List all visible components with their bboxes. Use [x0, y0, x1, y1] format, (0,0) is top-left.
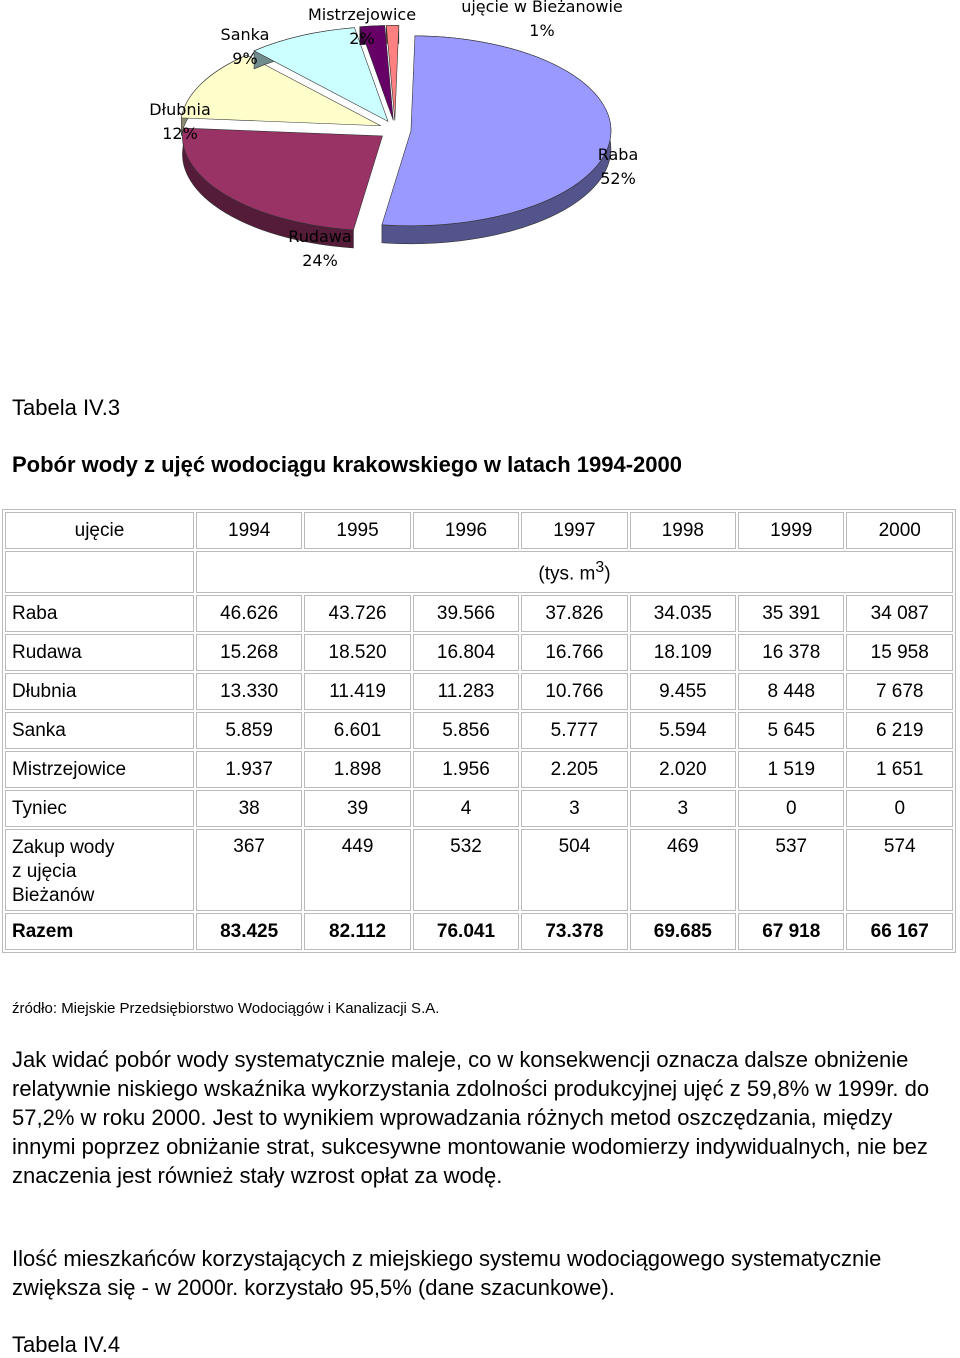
pie-label-name: Raba [597, 145, 639, 164]
table-cell: 1.898 [304, 751, 410, 788]
pie-label-name: Dłubnia [149, 100, 211, 119]
table-cell: 2.020 [630, 751, 736, 788]
table-cell: 469 [630, 829, 736, 911]
table-cell: 18.109 [630, 634, 736, 671]
table-cell: 5 645 [738, 712, 844, 749]
pie-label-name: Mistrzejowice [307, 5, 417, 24]
table-cell: 10.766 [521, 673, 627, 710]
table-cell: 5.594 [630, 712, 736, 749]
table-cell: 34.035 [630, 595, 736, 632]
row-label: Dłubnia [5, 673, 194, 710]
header-row [5, 512, 953, 549]
pie-label-name: Rudawa [288, 227, 352, 246]
pie-label-name: Sanka [220, 25, 270, 44]
pie-label-value: 24% [302, 251, 338, 270]
row-label: Mistrzejowice [5, 751, 194, 788]
table-cell: 16.804 [413, 634, 519, 671]
header-cell: 1998 [630, 512, 736, 549]
table-cell: 15 958 [846, 634, 953, 671]
table-row [5, 712, 953, 749]
table-row [5, 790, 953, 827]
table-cell: 11.283 [413, 673, 519, 710]
unit-close: ) [604, 563, 611, 585]
table-cell: 1 651 [846, 751, 953, 788]
table-row [5, 595, 953, 632]
table-row [5, 829, 953, 911]
paragraph: Jak widać pobór wody systematycznie maleje, co w konsekwencji oznacza dalsze obniżenie relatywnie niskiego wskaźnika wykorzystania zdolności produkcyjnej ujęć z 59,8% w 1999r. do 57,2% w roku 2000. Jest to wynikiem wprowadzania różnych metod oszczędzania, między innymi poprzez obniżanie strat, sukcesywne montowanie wodomierzy indywidualnych, nie bez znaczenia jest również stały wzrost opłat za wodę. [12, 1047, 930, 1188]
table-cell: 35 391 [738, 595, 844, 632]
table-cell: 69.685 [630, 913, 736, 950]
table-cell: 3 [630, 790, 736, 827]
pie-chart [130, 0, 650, 285]
table-cell: 83.425 [196, 913, 302, 950]
empty-cell [5, 551, 194, 593]
total-row [5, 913, 953, 950]
table-cell: 1 519 [738, 751, 844, 788]
pie-label-name: ujęcie w Bieżanowie [461, 0, 623, 16]
table-cell: 16.766 [521, 634, 627, 671]
table-row [5, 634, 953, 671]
next-table-caption: Tabela IV.4 [12, 1332, 121, 1357]
table-cell: 4 [413, 790, 519, 827]
header-cell: 1994 [196, 512, 302, 549]
table-cell: 6 219 [846, 712, 953, 749]
table-cell: 3 [521, 790, 627, 827]
row-label: Sanka [5, 712, 194, 749]
table-cell: 2.205 [521, 751, 627, 788]
table-cell: 1.937 [196, 751, 302, 788]
table-cell: 537 [738, 829, 844, 911]
paragraph: Ilość mieszkańców korzystających z miejskiego systemu wodociągowego systematycznie zwiększa się - w 2000r. korzystało 95,5% (dane szacunkowe). [12, 1246, 882, 1300]
table-cell: 0 [846, 790, 953, 827]
table-cell: 1.956 [413, 751, 519, 788]
unit-row [5, 551, 953, 593]
table-cell: 8 448 [738, 673, 844, 710]
header-cell: ujęcie [5, 512, 194, 549]
row-label [5, 829, 194, 911]
table-cell: 9.455 [630, 673, 736, 710]
table-cell: 504 [521, 829, 627, 911]
table-caption: Tabela IV.3 [12, 395, 121, 420]
table-cell: 16 378 [738, 634, 844, 671]
data-table [2, 509, 956, 953]
unit-cell [196, 551, 953, 593]
unit-label: (tys. m [538, 563, 596, 585]
table-cell: 66 167 [846, 913, 953, 950]
table-cell: 0 [738, 790, 844, 827]
header-cell: 1995 [304, 512, 410, 549]
table-cell: 38 [196, 790, 302, 827]
header-cell: 1997 [521, 512, 627, 549]
table-cell: 76.041 [413, 913, 519, 950]
table-cell: 34 087 [846, 595, 953, 632]
row-label: Rudawa [5, 634, 194, 671]
table-cell: 449 [304, 829, 410, 911]
table-cell: 39 [304, 790, 410, 827]
table-cell: 18.520 [304, 634, 410, 671]
table-cell: 5.859 [196, 712, 302, 749]
pie-label-value: 1% [529, 21, 555, 40]
table-cell: 46.626 [196, 595, 302, 632]
source-note: źródło: Miejskie Przedsiębiorstwo Wodociągów i Kanalizacji S.A. [12, 1000, 440, 1017]
header-cell: 1999 [738, 512, 844, 549]
row-label: Raba [5, 595, 194, 632]
table-cell: 367 [196, 829, 302, 911]
row-label-line: z ujęcia [12, 861, 77, 882]
header-cell: 1996 [413, 512, 519, 549]
table-cell: 39.566 [413, 595, 519, 632]
row-label: Razem [5, 913, 194, 950]
row-label-line: Bieżanów [12, 885, 95, 906]
row-label-line: Zakup wody [12, 837, 115, 858]
table-title: Pobór wody z ujęć wodociągu krakowskiego w latach 1994-2000 [12, 452, 683, 477]
table-cell: 43.726 [304, 595, 410, 632]
table-cell: 37.826 [521, 595, 627, 632]
table-row [5, 673, 953, 710]
pie-label-value: 12% [162, 124, 198, 143]
table-cell: 6.601 [304, 712, 410, 749]
pie-label-value: 52% [600, 169, 636, 188]
table-cell: 5.777 [521, 712, 627, 749]
unit-superscript: 3 [595, 558, 605, 576]
table-cell: 67 918 [738, 913, 844, 950]
header-cell: 2000 [846, 512, 953, 549]
table-row [5, 751, 953, 788]
pie-slice [182, 128, 382, 230]
table-cell: 532 [413, 829, 519, 911]
table-cell: 73.378 [521, 913, 627, 950]
table-cell: 5.856 [413, 712, 519, 749]
table-cell: 7 678 [846, 673, 953, 710]
pie-label-value: 9% [232, 49, 258, 68]
table-cell: 82.112 [304, 913, 410, 950]
table-cell: 574 [846, 829, 953, 911]
table-cell: 15.268 [196, 634, 302, 671]
row-label: Tyniec [5, 790, 194, 827]
pie-label-value: 2% [349, 29, 375, 48]
table-cell: 13.330 [196, 673, 302, 710]
table-cell: 11.419 [304, 673, 410, 710]
